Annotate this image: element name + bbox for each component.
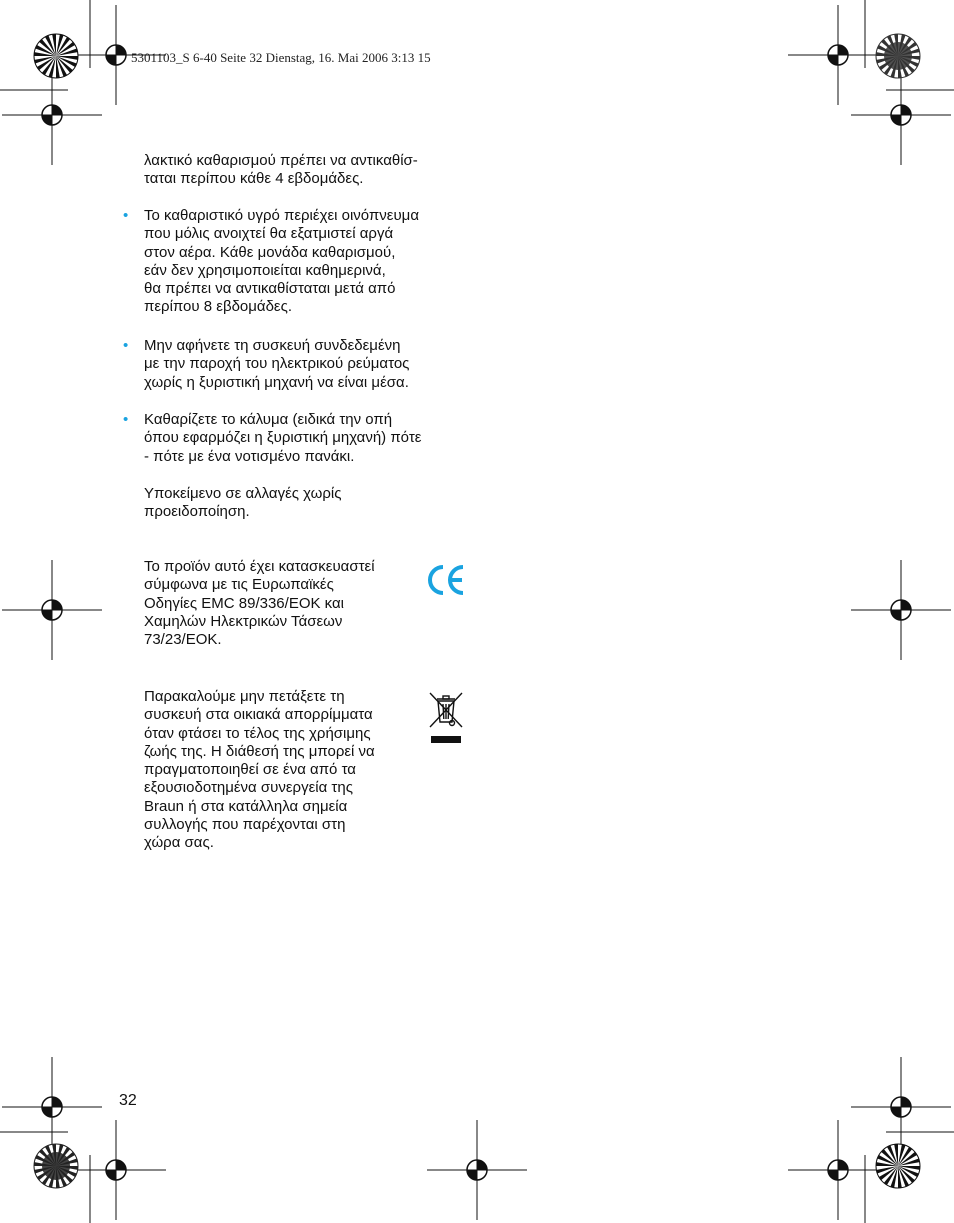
bullet-dot: • [123,411,129,428]
bullet-item-clean-cover [123,411,474,466]
text-line: εάν δεν χρησιμοποιείται καθημερινά, [144,261,386,279]
registration-mark [2,1057,102,1157]
text-line: Καθαρίζετε το κάλυμα (ειδικά την οπή [144,411,393,428]
text-line: ταται περίπου κάθε 4 εβδομάδες. [144,170,364,188]
ce-mark-icon [425,562,467,598]
registration-mark [851,1057,951,1157]
text-line: Το προϊόν αυτό έχει κατασκευαστεί [144,558,375,575]
text-line: Οδηγίες EMC 89/336/ΕΟΚ και [144,594,344,612]
text-line: Μην αφήνετε τη συσκευή συνδεδεμένη [144,337,401,354]
text-line: ζωής της. Η διάθεσή της μπορεί να [144,742,375,760]
registration-mark [788,1120,888,1220]
text-line: πραγματοποιηθεί σε ένα από τα [144,761,356,779]
paragraph-cleaning-cartridge [144,152,474,189]
registration-mark [2,560,102,660]
registration-mark [2,65,102,165]
registration-mark [851,560,951,660]
text-line: Παρακαλούμε μην πετάξετε τη [144,688,345,705]
text-line: με την παροχή του ηλεκτρικού ρεύματος [144,355,410,373]
text-line: συλλογής που παρέχονται στη [144,816,346,834]
registration-mark [851,65,951,165]
text-line: θα πρέπει να αντικαθίσταται μετά από [144,280,396,298]
text-line: Το καθαριστικό υγρό περιέχει οινόπνευμα [144,207,419,224]
starburst-target [876,34,920,78]
text-line: όταν φτάσει το τέλος της χρήσιμης [144,724,371,742]
text-line: περίπου 8 εβδομάδες. [144,298,293,316]
registration-mark [427,1120,527,1220]
paragraph-subject-to-change [144,485,474,522]
text-line: - πότε με ένα νοτισμένο πανάκι. [144,447,355,465]
starburst-target [34,34,78,78]
registration-mark [788,5,888,105]
text-line: συσκευή στα οικιακά απορρίμματα [144,706,373,724]
starburst-target [34,1144,78,1188]
text-line: χώρα σας. [144,834,214,852]
bullet-item-alcohol [123,207,474,317]
text-line: προειδοποίηση. [144,503,250,521]
starburst-target [876,1144,920,1188]
text-line: Braun ή στα κατάλληλα σημεία [144,797,348,815]
print-info-header: 5301103_S 6-40 Seite 32 Dienstag, 16. Mai 2006 3:13 15 [131,50,431,65]
page-number: 32 [119,1092,137,1109]
bullet-dot: • [123,207,129,224]
text-line: που μόλις ανοιχτεί θα εξατμιστεί αργά [144,225,394,243]
disposal-notice [144,688,474,853]
text-line: Υποκείμενο σε αλλαγές χωρίς [144,485,342,502]
text-line: χωρίς η ξυριστική μηχανή να είναι μέσα. [144,373,409,391]
text-line: 73/23/ΕΟΚ. [144,631,222,649]
crossed-out-wheelie-bin-icon [427,690,465,746]
text-line: λακτικό καθαρισμού πρέπει να αντικαθίσ- [144,152,418,169]
text-line: σύμφωνα με τις Ευρωπαϊκές [144,576,334,594]
bullet-item-power-supply [123,337,474,392]
registration-mark [66,1120,166,1220]
text-line: εξουσιοδοτημένα συνεργεία της [144,779,353,797]
bullet-dot: • [123,337,129,354]
text-line: στον αέρα. Κάθε μονάδα καθαρισμού, [144,243,396,261]
text-line: όπου εφαρμόζει η ξυριστική μηχανή) πότε [144,429,422,447]
text-line: Χαμηλών Ηλεκτρικών Τάσεων [144,612,343,630]
